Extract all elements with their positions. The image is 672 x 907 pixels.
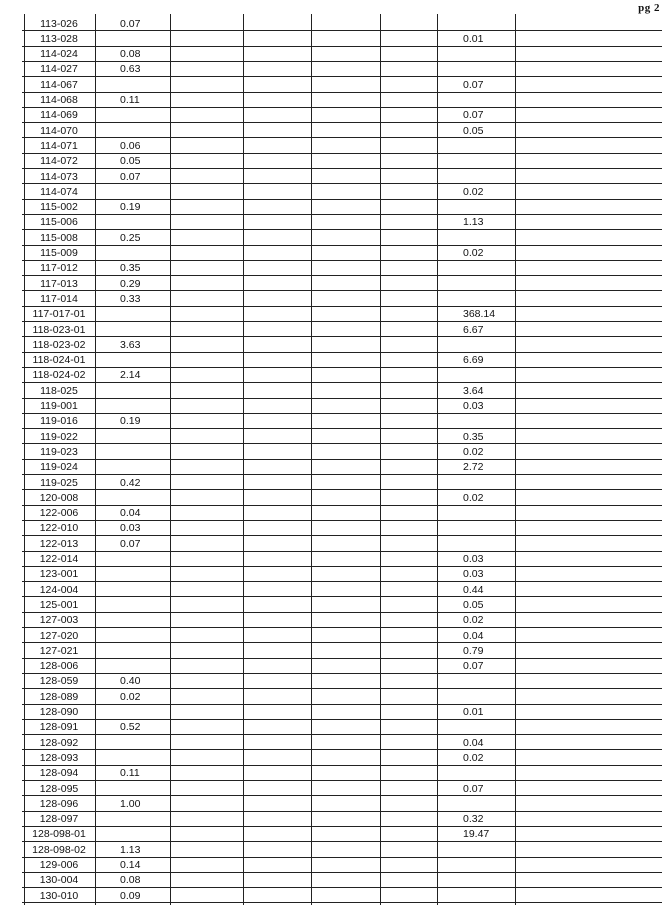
column-rule (515, 14, 516, 905)
row-id: 115-006 (40, 216, 78, 229)
value-column-a: 1.00 (120, 797, 141, 810)
row-rule (22, 245, 662, 246)
row-rule (22, 872, 662, 873)
row-id: 128-095 (39, 782, 79, 795)
row-rule (22, 535, 662, 536)
row-rule (22, 566, 662, 567)
value-column-a: 0.35 (120, 262, 141, 275)
row-id: 114-071 (40, 139, 78, 152)
row-id: 128-098-02 (32, 843, 86, 856)
value-column-a: 0.08 (120, 48, 141, 61)
row-rule (22, 474, 662, 475)
row-rule (22, 811, 662, 812)
row-id: 128-093 (39, 751, 79, 764)
value-column-b: 3.64 (463, 384, 484, 397)
value-column-b: 0.07 (463, 78, 484, 91)
column-rule (437, 14, 438, 905)
row-id: 114-070 (40, 124, 78, 137)
value-column-a: 0.04 (120, 507, 141, 520)
row-rule (22, 795, 662, 796)
row-id: 118-023-02 (32, 338, 86, 351)
value-column-b: 2.72 (463, 461, 484, 474)
value-column-b: 368.14 (463, 308, 496, 321)
row-rule (22, 734, 662, 735)
row-id: 125-001 (39, 598, 79, 611)
row-rule (22, 443, 662, 444)
row-rule (22, 199, 662, 200)
page-number: pg 2 (638, 2, 660, 14)
row-rule (22, 688, 662, 689)
row-rule (22, 30, 662, 31)
value-column-a: 0.08 (120, 874, 141, 887)
row-rule (22, 719, 662, 720)
row-rule (22, 505, 662, 506)
row-rule (22, 841, 662, 842)
value-column-b: 0.03 (463, 400, 484, 412)
value-column-a: 0.07 (120, 537, 141, 550)
value-column-b: 19.47 (463, 828, 490, 841)
row-rule (22, 367, 662, 368)
row-id: 117-017-01 (32, 308, 86, 321)
row-id: 119-024 (40, 461, 78, 474)
column-rule (311, 14, 312, 905)
row-id: 119-023 (40, 445, 78, 458)
value-column-a: 0.11 (120, 94, 140, 106)
value-column-a: 0.11 (120, 767, 140, 780)
value-column-a: 1.13 (120, 843, 141, 856)
row-id: 128-006 (39, 660, 79, 673)
row-rule (22, 382, 662, 383)
value-column-b: 0.05 (463, 124, 484, 137)
row-rule (22, 290, 662, 291)
value-column-b: 0.07 (463, 782, 484, 795)
row-rule (22, 658, 662, 659)
row-rule (22, 428, 662, 429)
row-id: 119-016 (40, 415, 78, 428)
row-id: 122-006 (39, 507, 79, 520)
row-id: 119-001 (40, 400, 78, 412)
value-column-b: 0.07 (463, 109, 484, 122)
row-rule (22, 137, 662, 138)
row-id: 128-091 (39, 721, 79, 734)
row-rule (22, 612, 662, 613)
row-id: 122-013 (39, 537, 79, 550)
row-rule (22, 107, 662, 108)
row-id: 128-094 (39, 767, 79, 780)
value-column-b: 1.13 (463, 216, 484, 229)
row-id: 129-006 (39, 859, 79, 871)
value-column-a: 0.29 (120, 277, 141, 290)
row-id: 115-008 (40, 231, 78, 244)
row-rule (22, 275, 662, 276)
row-rule (22, 61, 662, 62)
row-rule (22, 398, 662, 399)
row-rule (22, 627, 662, 628)
value-column-a: 0.25 (120, 231, 141, 244)
value-column-b: 0.01 (463, 32, 484, 45)
row-rule (22, 857, 662, 858)
row-id: 119-022 (40, 430, 78, 443)
row-rule (22, 749, 662, 750)
row-id: 114-073 (40, 170, 78, 183)
row-id: 115-009 (40, 247, 78, 259)
row-id: 124-004 (39, 583, 79, 596)
value-column-b: 0.05 (463, 598, 484, 611)
value-column-a: 3.63 (120, 338, 141, 351)
value-column-b: 0.32 (463, 813, 484, 826)
row-id: 114-074 (40, 185, 78, 198)
row-rule (22, 46, 662, 47)
row-rule (22, 765, 662, 766)
row-rule (22, 902, 662, 903)
value-column-a: 0.19 (120, 415, 141, 428)
value-column-b: 6.67 (463, 323, 484, 336)
value-column-b: 0.02 (463, 491, 484, 504)
row-id: 113-028 (40, 32, 78, 45)
row-rule (22, 76, 662, 77)
row-id: 122-010 (39, 522, 79, 535)
value-column-b: 0.07 (463, 660, 484, 673)
row-id: 117-012 (40, 262, 78, 275)
value-column-a: 0.05 (120, 155, 141, 168)
value-column-a: 0.02 (120, 690, 141, 703)
value-column-b: 6.69 (463, 354, 484, 367)
row-id: 118-025 (40, 384, 78, 397)
row-id: 113-026 (40, 17, 78, 30)
row-rule (22, 92, 662, 93)
row-id: 127-021 (39, 644, 79, 657)
row-id: 128-059 (39, 675, 79, 688)
row-rule (22, 321, 662, 322)
row-rule (22, 260, 662, 261)
value-column-b: 0.02 (463, 185, 484, 198)
value-column-b: 0.03 (463, 568, 484, 581)
value-column-b: 0.02 (463, 614, 484, 627)
row-rule (22, 704, 662, 705)
row-id: 130-004 (39, 874, 79, 887)
row-rule (22, 780, 662, 781)
row-id: 128-089 (39, 690, 79, 703)
value-column-a: 0.14 (120, 859, 141, 871)
value-column-b: 0.02 (463, 751, 484, 764)
row-rule (22, 122, 662, 123)
value-column-a: 0.40 (120, 675, 141, 688)
value-column-a: 0.07 (120, 170, 141, 183)
row-rule (22, 336, 662, 337)
value-column-a: 2.14 (120, 369, 141, 382)
value-column-b: 0.04 (463, 736, 484, 749)
row-id: 127-020 (39, 629, 79, 642)
value-column-b: 0.02 (463, 247, 484, 259)
row-id: 128-096 (39, 797, 79, 810)
row-rule (22, 214, 662, 215)
row-id: 114-067 (40, 78, 78, 91)
row-rule (22, 887, 662, 888)
row-rule (22, 413, 662, 414)
row-rule (22, 596, 662, 597)
value-column-a: 0.33 (120, 292, 141, 305)
value-column-a: 0.42 (120, 476, 141, 489)
row-id: 118-024-01 (32, 354, 86, 367)
row-id: 128-092 (39, 736, 79, 749)
row-id: 130-010 (39, 889, 79, 902)
value-column-b: 0.04 (463, 629, 484, 642)
row-rule (22, 489, 662, 490)
row-rule (22, 459, 662, 460)
row-id: 117-014 (40, 292, 78, 305)
row-rule (22, 642, 662, 643)
row-id: 117-013 (40, 277, 78, 290)
row-id: 128-090 (39, 706, 79, 718)
value-column-b: 0.03 (463, 553, 484, 565)
value-column-a: 0.03 (120, 522, 141, 535)
row-id: 114-069 (40, 109, 78, 122)
row-id: 114-027 (40, 63, 78, 76)
row-id: 118-024-02 (32, 369, 86, 382)
column-rule (170, 14, 171, 905)
row-id: 118-023-01 (32, 323, 86, 336)
value-column-b: 0.35 (463, 430, 484, 443)
value-column-a: 0.09 (120, 889, 141, 902)
row-rule (22, 168, 662, 169)
row-id: 128-097 (39, 813, 79, 826)
value-column-a: 0.07 (120, 17, 141, 30)
column-rule (95, 14, 96, 905)
row-id: 120-008 (39, 491, 79, 504)
row-id: 114-068 (40, 94, 78, 106)
row-rule (22, 229, 662, 230)
row-id: 119-025 (40, 476, 78, 489)
row-rule (22, 826, 662, 827)
column-rule (243, 14, 244, 905)
value-column-a: 0.19 (120, 201, 141, 214)
value-column-b: 0.44 (463, 583, 484, 596)
value-column-a: 0.63 (120, 63, 141, 76)
row-rule (22, 581, 662, 582)
row-id: 114-072 (40, 155, 78, 168)
row-rule (22, 520, 662, 521)
row-rule (22, 352, 662, 353)
row-id: 122-014 (39, 553, 79, 565)
value-column-a: 0.52 (120, 721, 141, 734)
value-column-b: 0.01 (463, 706, 484, 718)
row-id: 114-024 (40, 48, 78, 61)
value-column-a: 0.06 (120, 139, 141, 152)
column-rule (380, 14, 381, 905)
row-id: 115-002 (40, 201, 78, 214)
row-rule (22, 183, 662, 184)
row-id: 128-098-01 (32, 828, 86, 841)
row-rule (22, 551, 662, 552)
row-rule (22, 673, 662, 674)
row-id: 123-001 (39, 568, 79, 581)
row-rule (22, 306, 662, 307)
value-column-b: 0.02 (463, 445, 484, 458)
row-rule (22, 153, 662, 154)
value-column-b: 0.79 (463, 644, 484, 657)
row-id: 127-003 (39, 614, 79, 627)
